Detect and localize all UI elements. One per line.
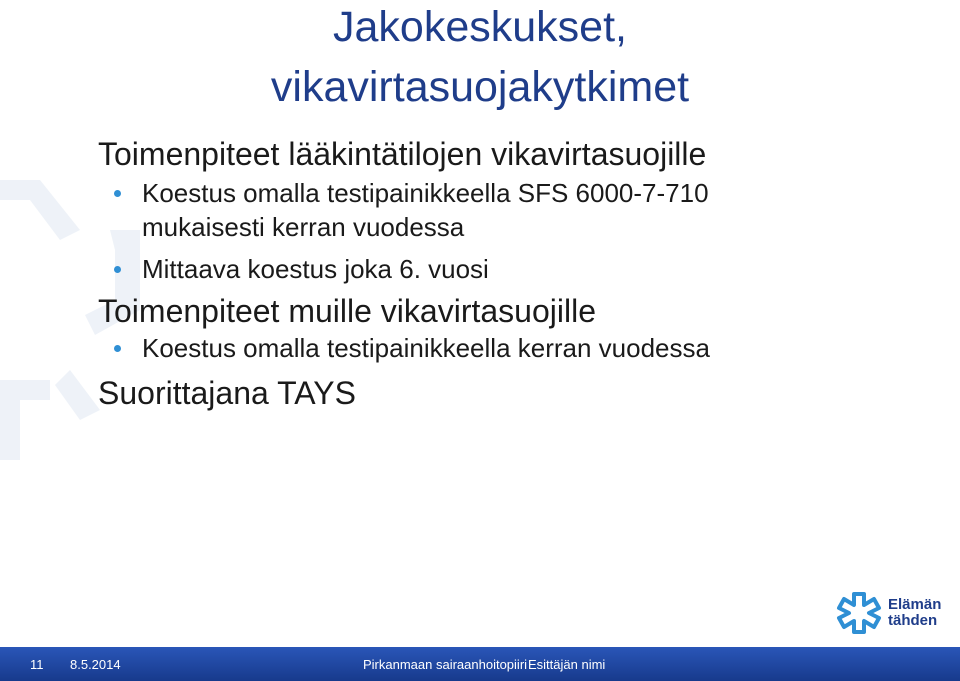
bullet-text: Koestus omalla testipainikkeella SFS 6000-7-710 bbox=[142, 178, 709, 208]
bullet-text: Koestus omalla testipainikkeella kerran vuodessa bbox=[142, 333, 710, 363]
heading-medical-rcd: Toimenpiteet lääkintätilojen vikavirtasuojille bbox=[98, 136, 707, 172]
heading-other-rcd: Toimenpiteet muille vikavirtasuojille bbox=[98, 293, 596, 329]
bullet-item bbox=[98, 331, 918, 365]
slide-footer bbox=[0, 647, 960, 681]
slide-title-line-2: vikavirtasuojakytkimet bbox=[270, 63, 690, 111]
star-of-life-logo-icon bbox=[836, 590, 882, 636]
bullet-dot-icon bbox=[114, 190, 121, 197]
slide-title-line-1: Jakokeskukset, bbox=[333, 3, 627, 51]
bullet-text-continued: mukaisesti kerran vuodessa bbox=[142, 212, 465, 242]
bullet-item bbox=[98, 176, 918, 244]
bullet-item bbox=[98, 252, 918, 286]
bullet-dot-icon bbox=[114, 266, 121, 273]
elaman-tahden-logo bbox=[836, 590, 941, 636]
bullet-dot-icon bbox=[114, 345, 121, 352]
logo-text-line-2: tähden bbox=[888, 612, 938, 629]
footer-date: 8.5.2014 bbox=[70, 657, 121, 672]
heading-performer: Suorittajana TAYS bbox=[98, 375, 356, 411]
slide-number: 11 bbox=[30, 657, 44, 672]
logo-text-line-1: Elämän bbox=[888, 596, 942, 613]
footer-presenter: Esittäjän nimi bbox=[528, 657, 606, 672]
footer-organization: Pirkanmaan sairaanhoitopiiri bbox=[363, 657, 528, 672]
slide-content bbox=[98, 135, 918, 412]
bullet-text: Mittaava koestus joka 6. vuosi bbox=[142, 254, 489, 284]
